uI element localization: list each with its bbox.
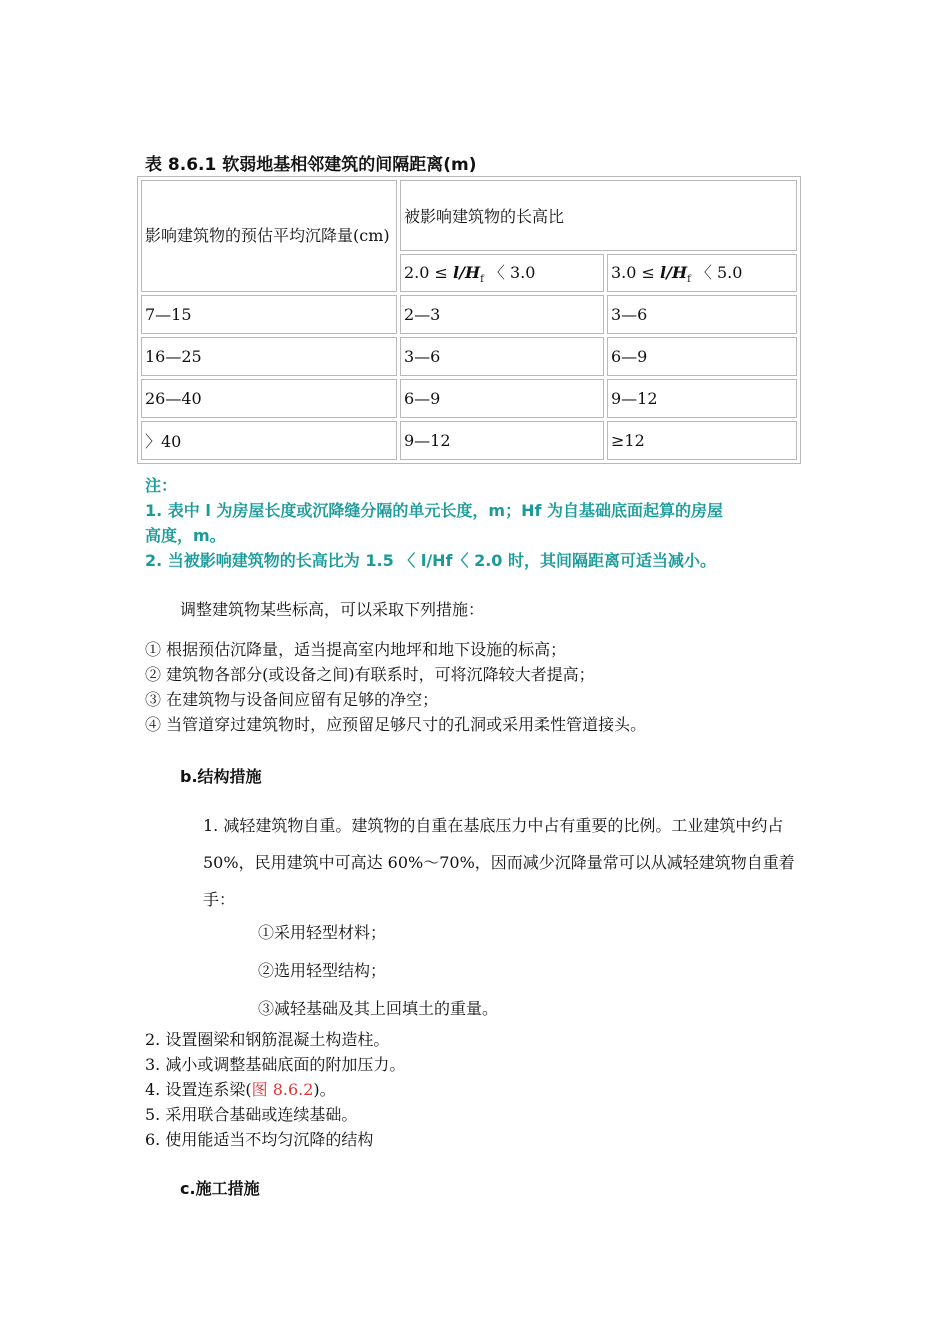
figure-link[interactable]: 图 8.6.2 (251, 1080, 314, 1099)
notes-label: 注： (145, 476, 178, 495)
list-item: 6. 使用能适当不均匀沉降的结构 (145, 1130, 374, 1149)
note-2: 2. 当被影响建筑物的长高比为 1.5 〈 l/Hf〈 2.0 时，其间隔距离可适当减小。 (145, 551, 717, 570)
table-row (141, 337, 797, 376)
table-cell: 16—25 (141, 337, 397, 376)
list-item: ①采用轻型材料； (258, 923, 387, 942)
table-cell: 6—9 (400, 379, 604, 418)
list-item: 4. 设置连系梁(图 8.6.2)。 (145, 1080, 336, 1099)
header-settlement: 影响建筑物的预估平均沉降量(cm) (141, 180, 397, 292)
note-1-line-2: 高度，m。 (145, 526, 226, 545)
section-heading-construction: c.施工措施 (180, 1179, 260, 1198)
structural-item-1: 1. 减轻建筑物自重。建筑物的自重在基底压力中占有重要的比例。工业建筑中约占 50%，民用建筑中可高达 60%～70%，因而减少沉降量常可以从减轻建筑物自重着手： (203, 816, 795, 909)
structural-sub-items (258, 914, 498, 1028)
note-1-line-1: 1. 表中 l 为房屋长度或沉降缝分隔的单元长度，m；Hf 为自基础底面起算的房屋 (145, 501, 724, 520)
spacing-table (137, 176, 801, 464)
table-row (141, 421, 797, 460)
table-cell: 3—6 (607, 295, 797, 334)
list-item: ④ 当管道穿过建筑物时，应预留足够尺寸的孔洞或采用柔性管道接头。 (145, 715, 647, 734)
table-cell: 7—15 (141, 295, 397, 334)
elevation-measures (145, 637, 646, 737)
header-length-height-ratio: 被影响建筑物的长高比 (400, 180, 797, 251)
structural-list (145, 1027, 405, 1152)
table-cell: 9—12 (400, 421, 604, 460)
table-row (141, 379, 797, 418)
list-item: ② 建筑物各部分(或设备之间)有联系时，可将沉降较大者提高； (145, 665, 595, 684)
section-heading-structural: b.结构措施 (180, 767, 262, 786)
table-cell: 6—9 (607, 337, 797, 376)
table-cell: 26—40 (141, 379, 397, 418)
header-ratio-range-2: $3.0 \le l/H_f$ 〈 5.0 (607, 254, 797, 292)
table-notes (145, 473, 723, 573)
list-item: 5. 采用联合基础或连续基础。 (145, 1105, 358, 1124)
table-cell: 3—6 (400, 337, 604, 376)
table-title: 表 8.6.1 软弱地基相邻建筑的间隔距离(m) (145, 155, 477, 175)
list-item: 3. 减小或调整基础底面的附加压力。 (145, 1055, 406, 1074)
elevation-paragraph: 调整建筑物某些标高，可以采取下列措施： (180, 600, 485, 619)
header-ratio-range-1: $2.0 \le l/H_f$ 〈 3.0 (400, 254, 604, 292)
table-row (141, 295, 797, 334)
list-item: ① 根据预估沉降量，适当提高室内地坪和地下设施的标高； (145, 640, 567, 659)
list-item: 2. 设置圈梁和钢筋混凝土构造柱。 (145, 1030, 390, 1049)
table-cell: ≥12 (607, 421, 797, 460)
table-cell: 9—12 (607, 379, 797, 418)
table-cell: 2—3 (400, 295, 604, 334)
list-item: ③减轻基础及其上回填土的重量。 (258, 999, 499, 1018)
list-item: ③ 在建筑物与设备间应留有足够的净空； (145, 690, 439, 709)
table-cell: 〉40 (141, 421, 397, 460)
list-item: ②选用轻型结构； (258, 961, 387, 980)
